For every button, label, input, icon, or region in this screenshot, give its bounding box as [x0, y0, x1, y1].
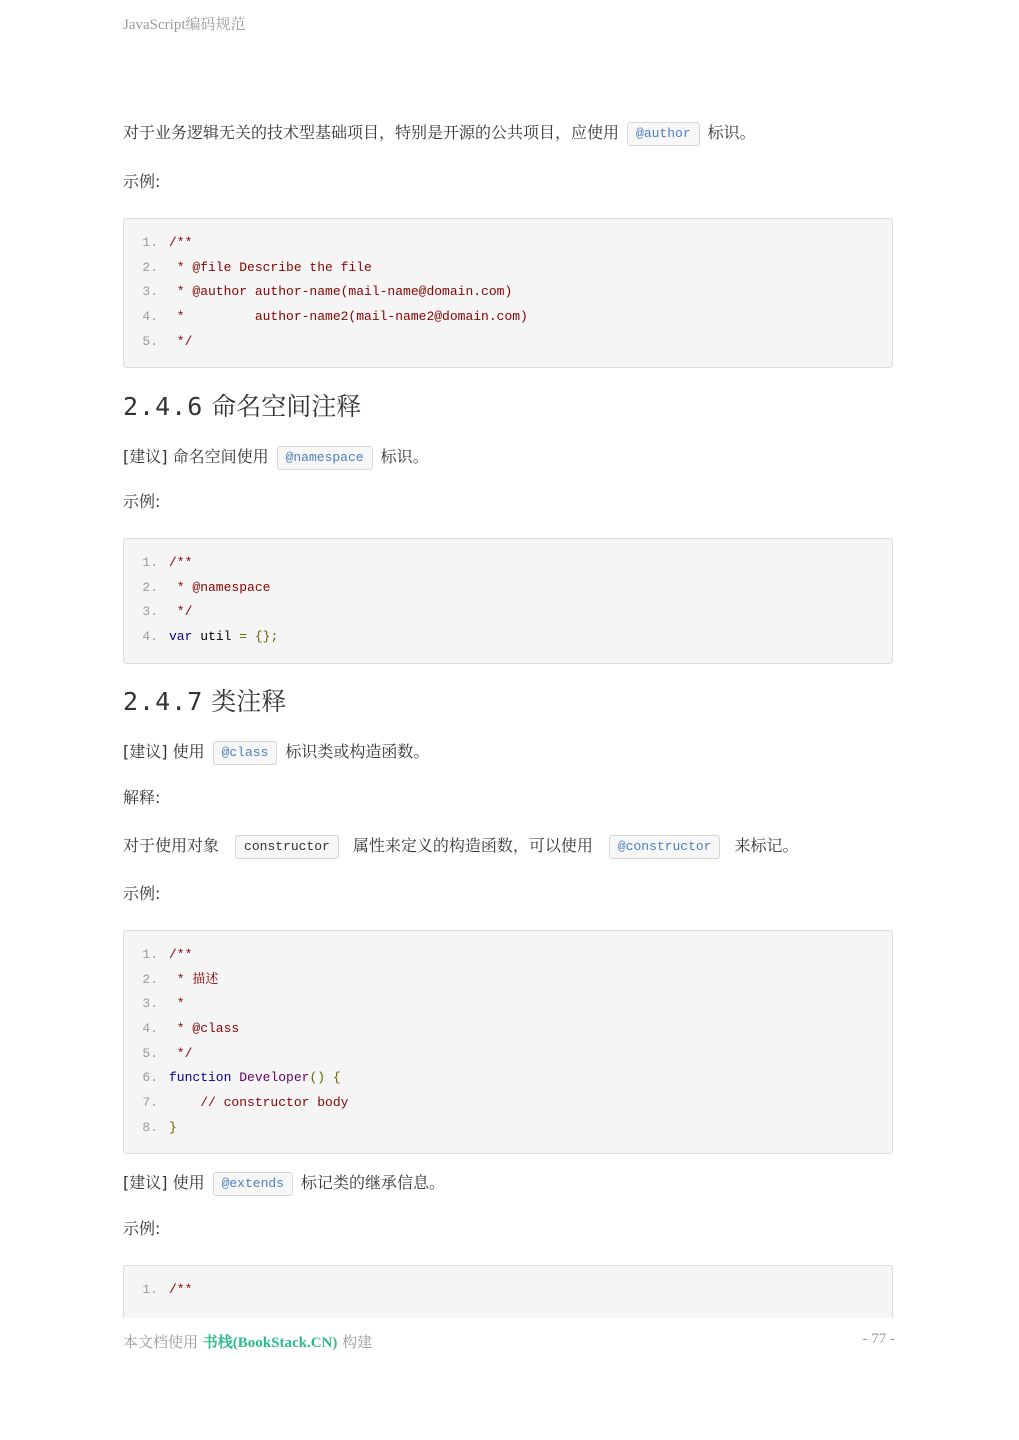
line-number: 1.	[142, 947, 158, 962]
code-line	[124, 1042, 892, 1067]
page-footer-credit	[123, 1331, 372, 1352]
code-line	[124, 256, 892, 281]
code-comment: */	[169, 604, 193, 620]
example-label: 示例:	[123, 172, 161, 191]
paragraph-text: 标识。	[707, 123, 756, 142]
footer-text: 本文档使用	[123, 1333, 199, 1351]
line-number: 1.	[142, 555, 158, 570]
footer-text: 构建	[342, 1333, 373, 1351]
code-keyword: function	[169, 1070, 232, 1086]
bookstack-link[interactable]: 书栈(BookStack.CN)	[202, 1335, 338, 1351]
line-number: 6.	[142, 1070, 158, 1086]
code-keyword: var	[169, 629, 193, 645]
code-comment: */	[169, 333, 193, 349]
inline-code-author: @author	[627, 122, 700, 146]
paragraph-text: 标识。	[380, 447, 429, 466]
code-line	[124, 305, 892, 330]
code-function-name: Developer	[239, 1070, 310, 1086]
code-line	[124, 1091, 892, 1116]
code-comment: * @author author-name(mail-name@domain.com)	[169, 284, 513, 300]
code-comment: // constructor body	[169, 1095, 349, 1111]
code-punctuation: = {};	[239, 629, 279, 645]
line-number: 4.	[142, 1021, 158, 1037]
paragraph-author	[123, 121, 756, 146]
code-line	[124, 943, 892, 968]
paragraph-extends	[123, 1171, 445, 1196]
code-line	[124, 551, 892, 576]
example-label: 示例:	[123, 1219, 161, 1238]
code-comment: /**	[169, 235, 193, 250]
line-number: 1.	[142, 1282, 158, 1297]
code-comment: */	[169, 1045, 193, 1061]
code-line	[124, 968, 892, 993]
line-number: 2.	[142, 579, 158, 595]
code-comment: *	[169, 996, 185, 1012]
line-number: 2.	[142, 259, 158, 275]
explain-label: 解释:	[123, 788, 161, 807]
code-line	[124, 600, 892, 625]
code-line	[124, 280, 892, 305]
code-punctuation: () {	[309, 1070, 341, 1086]
heading-title: 命名空间注释	[211, 392, 362, 421]
paragraph-text: [建议] 使用	[123, 1173, 205, 1192]
code-line	[124, 992, 892, 1017]
code-identifier: util	[200, 629, 232, 645]
code-line	[124, 625, 892, 650]
paragraph-text: 对于业务逻辑无关的技术型基础项目，特别是开源的公共项目，应使用	[123, 123, 620, 142]
paragraph-text: 属性来定义的构造函数，可以使用	[352, 836, 593, 855]
code-block-namespace	[123, 538, 893, 664]
heading-number: 2.4.6	[123, 392, 204, 421]
code-comment: * @class	[169, 1021, 240, 1037]
code-comment: /**	[169, 555, 193, 570]
code-line	[124, 1116, 892, 1141]
line-number: 5.	[142, 1045, 158, 1061]
heading-title: 类注释	[211, 687, 287, 716]
code-comment: * @namespace	[169, 579, 271, 595]
page-header-title: JavaScript编码规范	[123, 17, 246, 33]
line-number: 8.	[142, 1119, 158, 1135]
code-line	[124, 231, 892, 256]
code-line	[124, 1017, 892, 1042]
inline-code-namespace: @namespace	[277, 446, 373, 470]
code-comment: * author-name2(mail-name2@domain.com)	[169, 309, 528, 325]
inline-code-constructor: constructor	[235, 835, 339, 859]
line-number: 4.	[142, 629, 158, 645]
page-number: - 77 -	[862, 1331, 895, 1347]
code-line	[124, 330, 892, 355]
line-number: 5.	[142, 333, 158, 349]
line-number: 3.	[142, 604, 158, 620]
paragraph-text: 对于使用对象	[123, 836, 220, 855]
heading-number: 2.4.7	[123, 687, 204, 716]
paragraph-class	[123, 740, 429, 765]
section-heading-2-4-6	[123, 391, 361, 423]
paragraph-text: [建议] 命名空间使用	[123, 447, 269, 466]
line-number: 7.	[142, 1095, 158, 1111]
code-comment: * @file Describe the file	[169, 259, 372, 275]
document-body	[123, 0, 895, 1318]
code-block-extends	[123, 1265, 893, 1318]
paragraph-text: 标识类或构造函数。	[285, 742, 430, 761]
paragraph-text: 来标记。	[734, 836, 799, 855]
paragraph-text: 标记类的继承信息。	[301, 1173, 446, 1192]
code-line	[124, 576, 892, 601]
paragraph-constructor	[123, 834, 799, 859]
code-punctuation: }	[169, 1119, 177, 1135]
inline-code-class: @class	[213, 741, 278, 765]
line-number: 3.	[142, 284, 158, 300]
inline-code-constructor-tag: @constructor	[609, 835, 721, 859]
code-comment: * 描述	[169, 971, 219, 987]
code-block-class	[123, 930, 893, 1154]
code-block-file-author	[123, 218, 893, 368]
line-number: 3.	[142, 996, 158, 1012]
line-number: 1.	[142, 235, 158, 250]
code-comment: /**	[169, 1282, 193, 1297]
paragraph-namespace	[123, 445, 429, 470]
code-line	[124, 1066, 892, 1091]
example-label: 示例:	[123, 492, 161, 511]
line-number: 4.	[142, 309, 158, 325]
inline-code-extends: @extends	[213, 1172, 293, 1196]
section-heading-2-4-7	[123, 686, 286, 718]
line-number: 2.	[142, 971, 158, 987]
example-label: 示例:	[123, 884, 161, 903]
paragraph-text: [建议] 使用	[123, 742, 205, 761]
code-comment: /**	[169, 947, 193, 962]
code-line	[124, 1278, 892, 1303]
